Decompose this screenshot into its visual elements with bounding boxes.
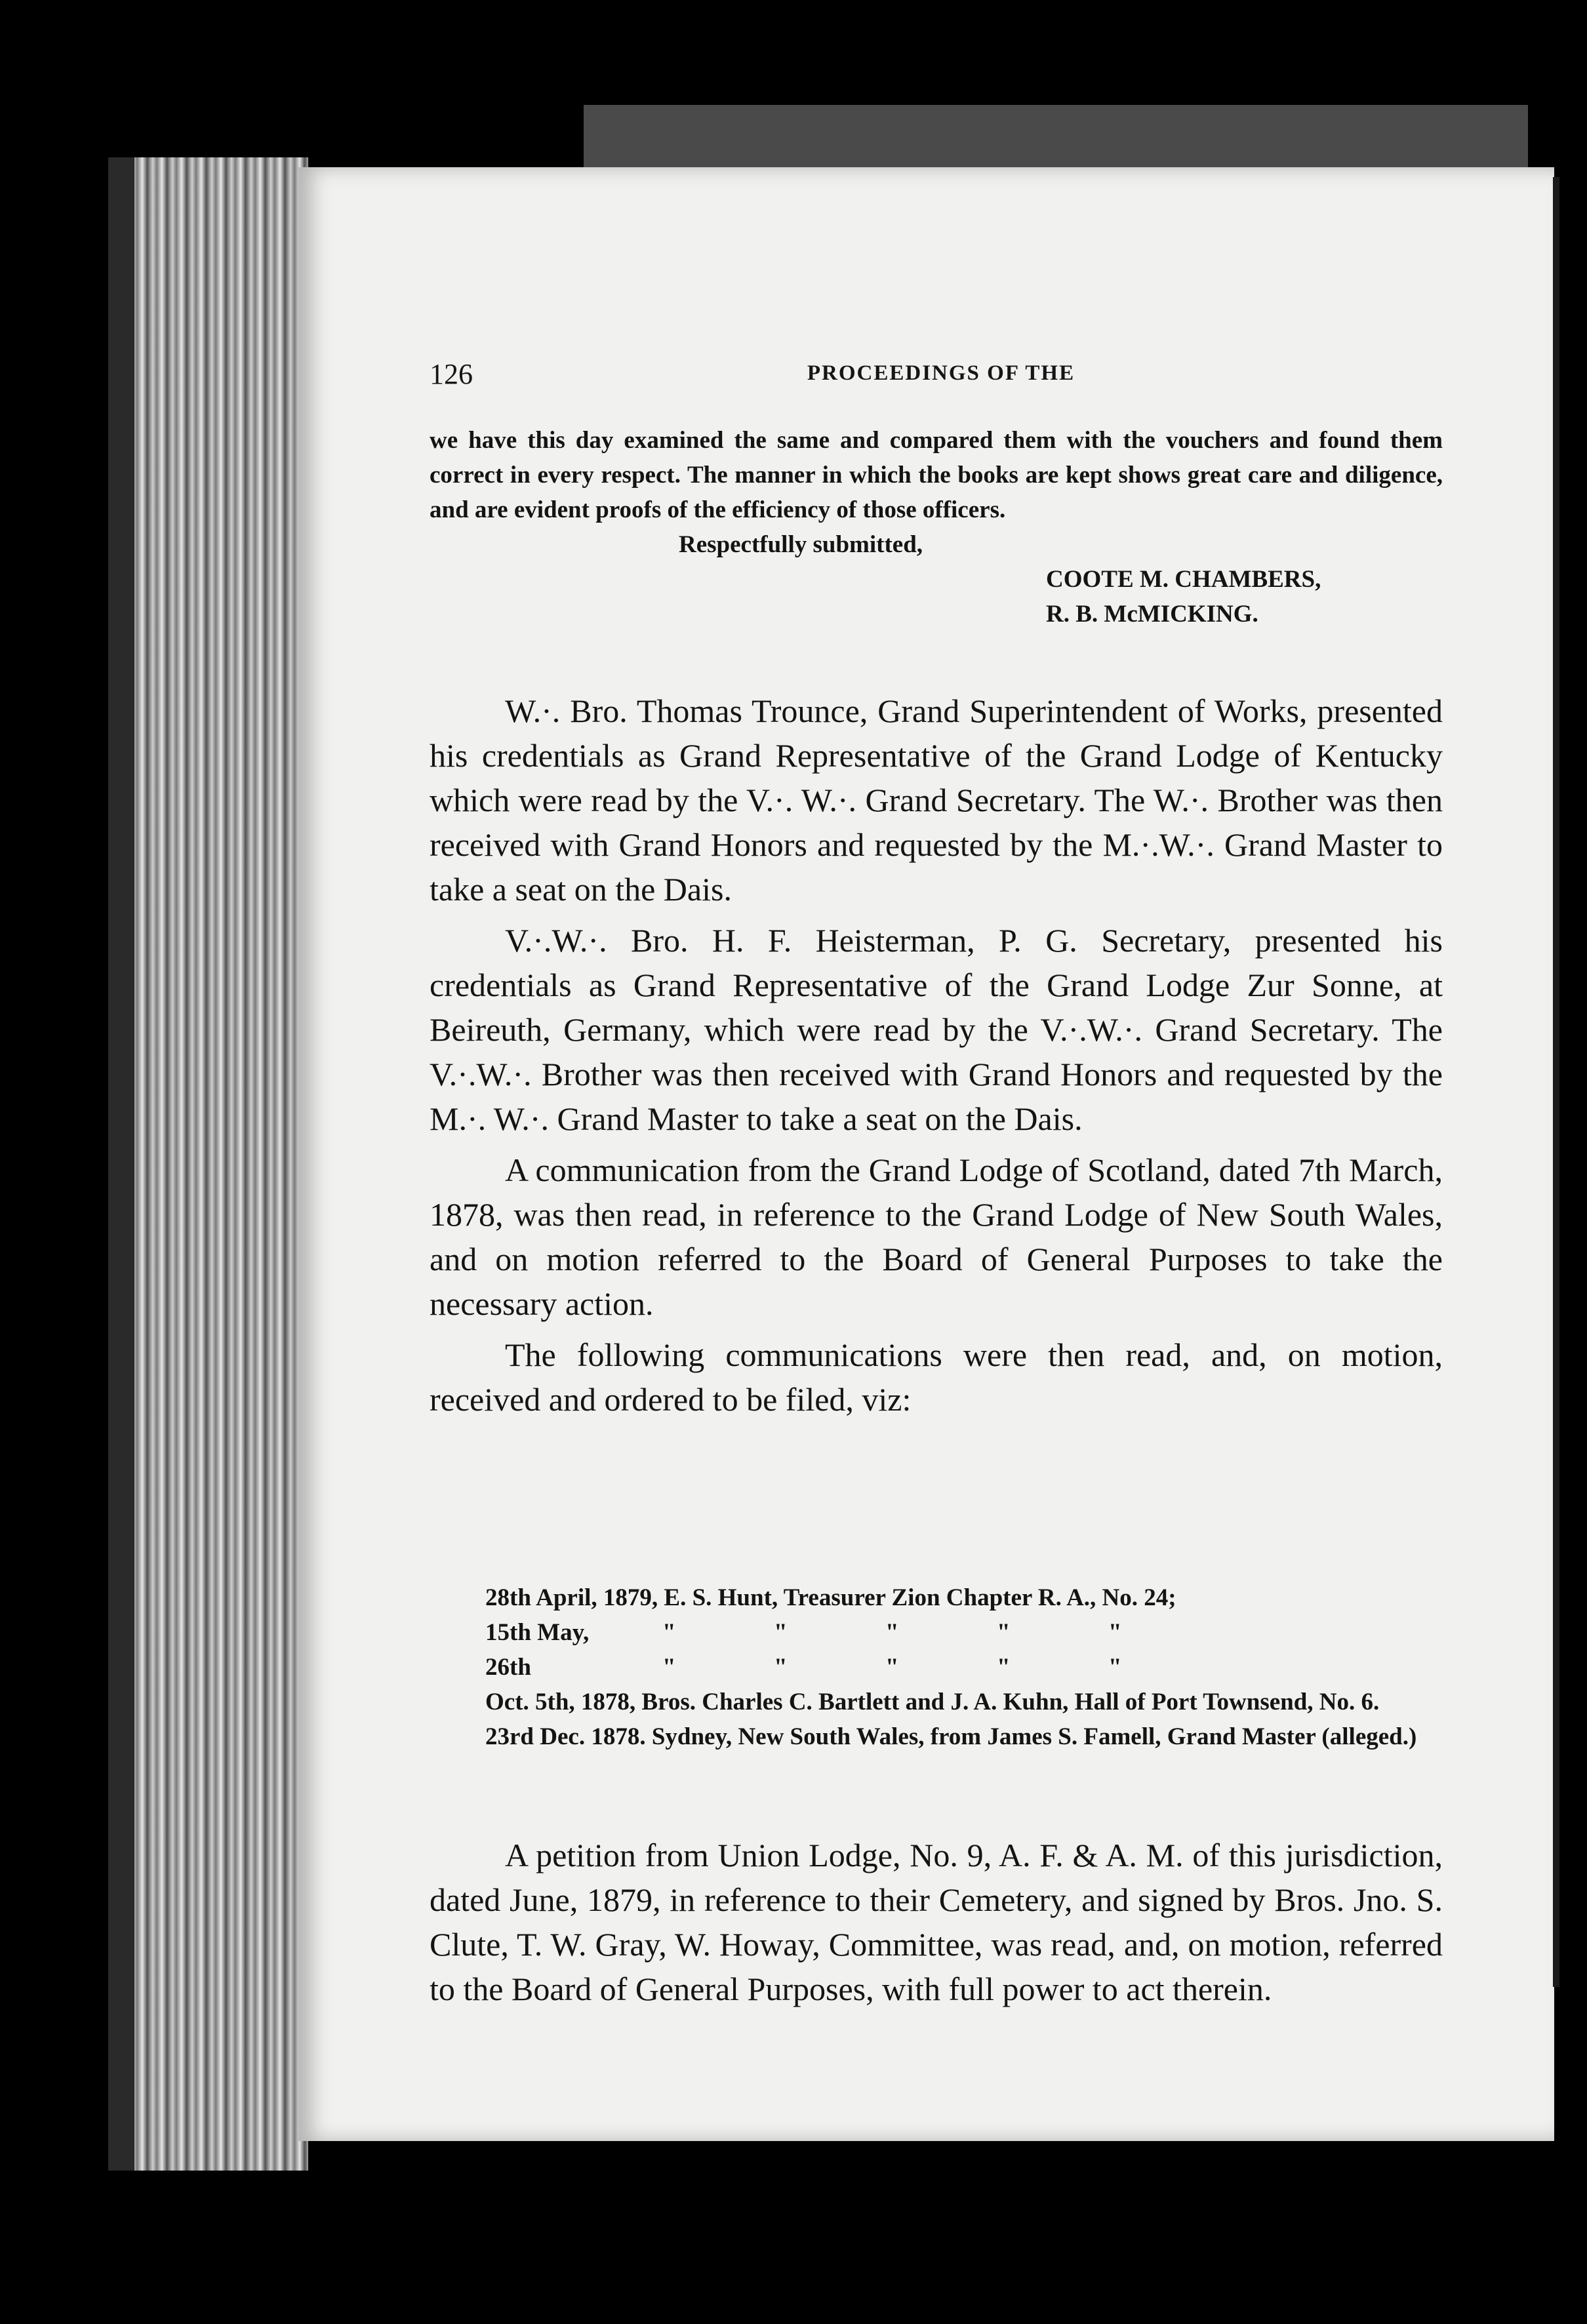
scan-shadow [584,105,1528,167]
signatory: R. B. McMICKING. [1046,601,1258,628]
facing-page-edge [1553,177,1559,1987]
page-number: 126 [430,358,473,390]
ditto-mark: " [997,1619,1011,1646]
ditto-mark: " [1108,1654,1122,1681]
list-item-date: 26th [485,1654,531,1681]
paragraph: A communication from the Grand Lodge of Scotland, dated 7th March, 1878, was then read, in reference to the Grand Lodge of New South Wales, and on motion referred to the Board of General Purposes to take the necessary action. [430,1152,1443,1322]
list-item: Oct. 5th, 1878, Bros. Charles C. Bartlett and J. A. Kuhn, Hall of Port Townsend, No. 6. [485,1689,1380,1715]
list-item [430,1615,1443,1650]
ditto-mark: " [885,1654,899,1681]
list-item: 23rd Dec. 1878. Sydney, New South Wales, from James S. Famell, Grand Master (alleged.) [485,1723,1417,1750]
ditto-mark: " [774,1654,788,1681]
paragraph: W.·. Bro. Thomas Trounce, Grand Superintendent of Works, presented his credentials as Grand Representative of the Grand Lodge of Kentucky which were read by the V.·. W.·. Grand Secretary. The W.·. Brother was then received with Grand Honors and requested by the M.·.W.·. Grand Master to take a seat on the Dais. [430,692,1443,908]
book-page-edges [108,157,308,2171]
ditto-mark: " [1108,1619,1122,1646]
paragraph: V.·.W.·. Bro. H. F. Heisterman, P. G. Secretary, presented his credentials as Grand Representative of the Grand Lodge Zur Sonne, at Beireuth, Germany, which were read by the V.·.W.·. Grand Secretary. The V.·.W.·. Brother was then received with Grand Honors and requested by the M.·. W.·. Grand Master to take a seat on the Dais. [430,922,1443,1137]
book-spine-shadow [108,157,134,2171]
communications-list [430,1580,1443,1754]
ditto-mark: " [662,1654,676,1681]
report-closing: Respectfully submitted, [679,531,923,558]
ditto-mark: " [885,1619,899,1646]
petition-paragraph [430,1833,1443,2018]
ditto-mark: " [662,1619,676,1646]
paragraph: The following communications were then read, and, on motion, received and ordered to be filed, viz: [430,1336,1443,1418]
list-item [430,1650,1443,1685]
list-item: 28th April, 1879, E. S. Hunt, Treasurer Zion Chapter R. A., No. 24; [485,1584,1176,1611]
running-head: PROCEEDINGS OF THE [807,361,1075,385]
list-item-date: 15th May, [485,1619,590,1646]
minutes-body [430,689,1443,1428]
ditto-mark: " [774,1619,788,1646]
signatory: COOTE M. CHAMBERS, [1046,566,1321,593]
paragraph: A petition from Union Lodge, No. 9, A. F. & A. M. of this jurisdiction, dated June, 1879, in reference to their Cemetery, and signed by Bros. Jno. S. Clute, T. W. Gray, W. Howay, Committee, was read, and, on motion, referred to the Board of General Purposes, with full power to act therein. [430,1837,1443,2007]
ditto-mark: " [997,1654,1011,1681]
audit-report [430,423,1443,631]
page-header [430,357,1453,397]
report-text: we have this day examined the same and compared them with the vouchers and found them correct in every respect. The manner in which the books are kept shows great care and diligence, and are evident proofs of the efficiency of those officers. [430,427,1443,523]
